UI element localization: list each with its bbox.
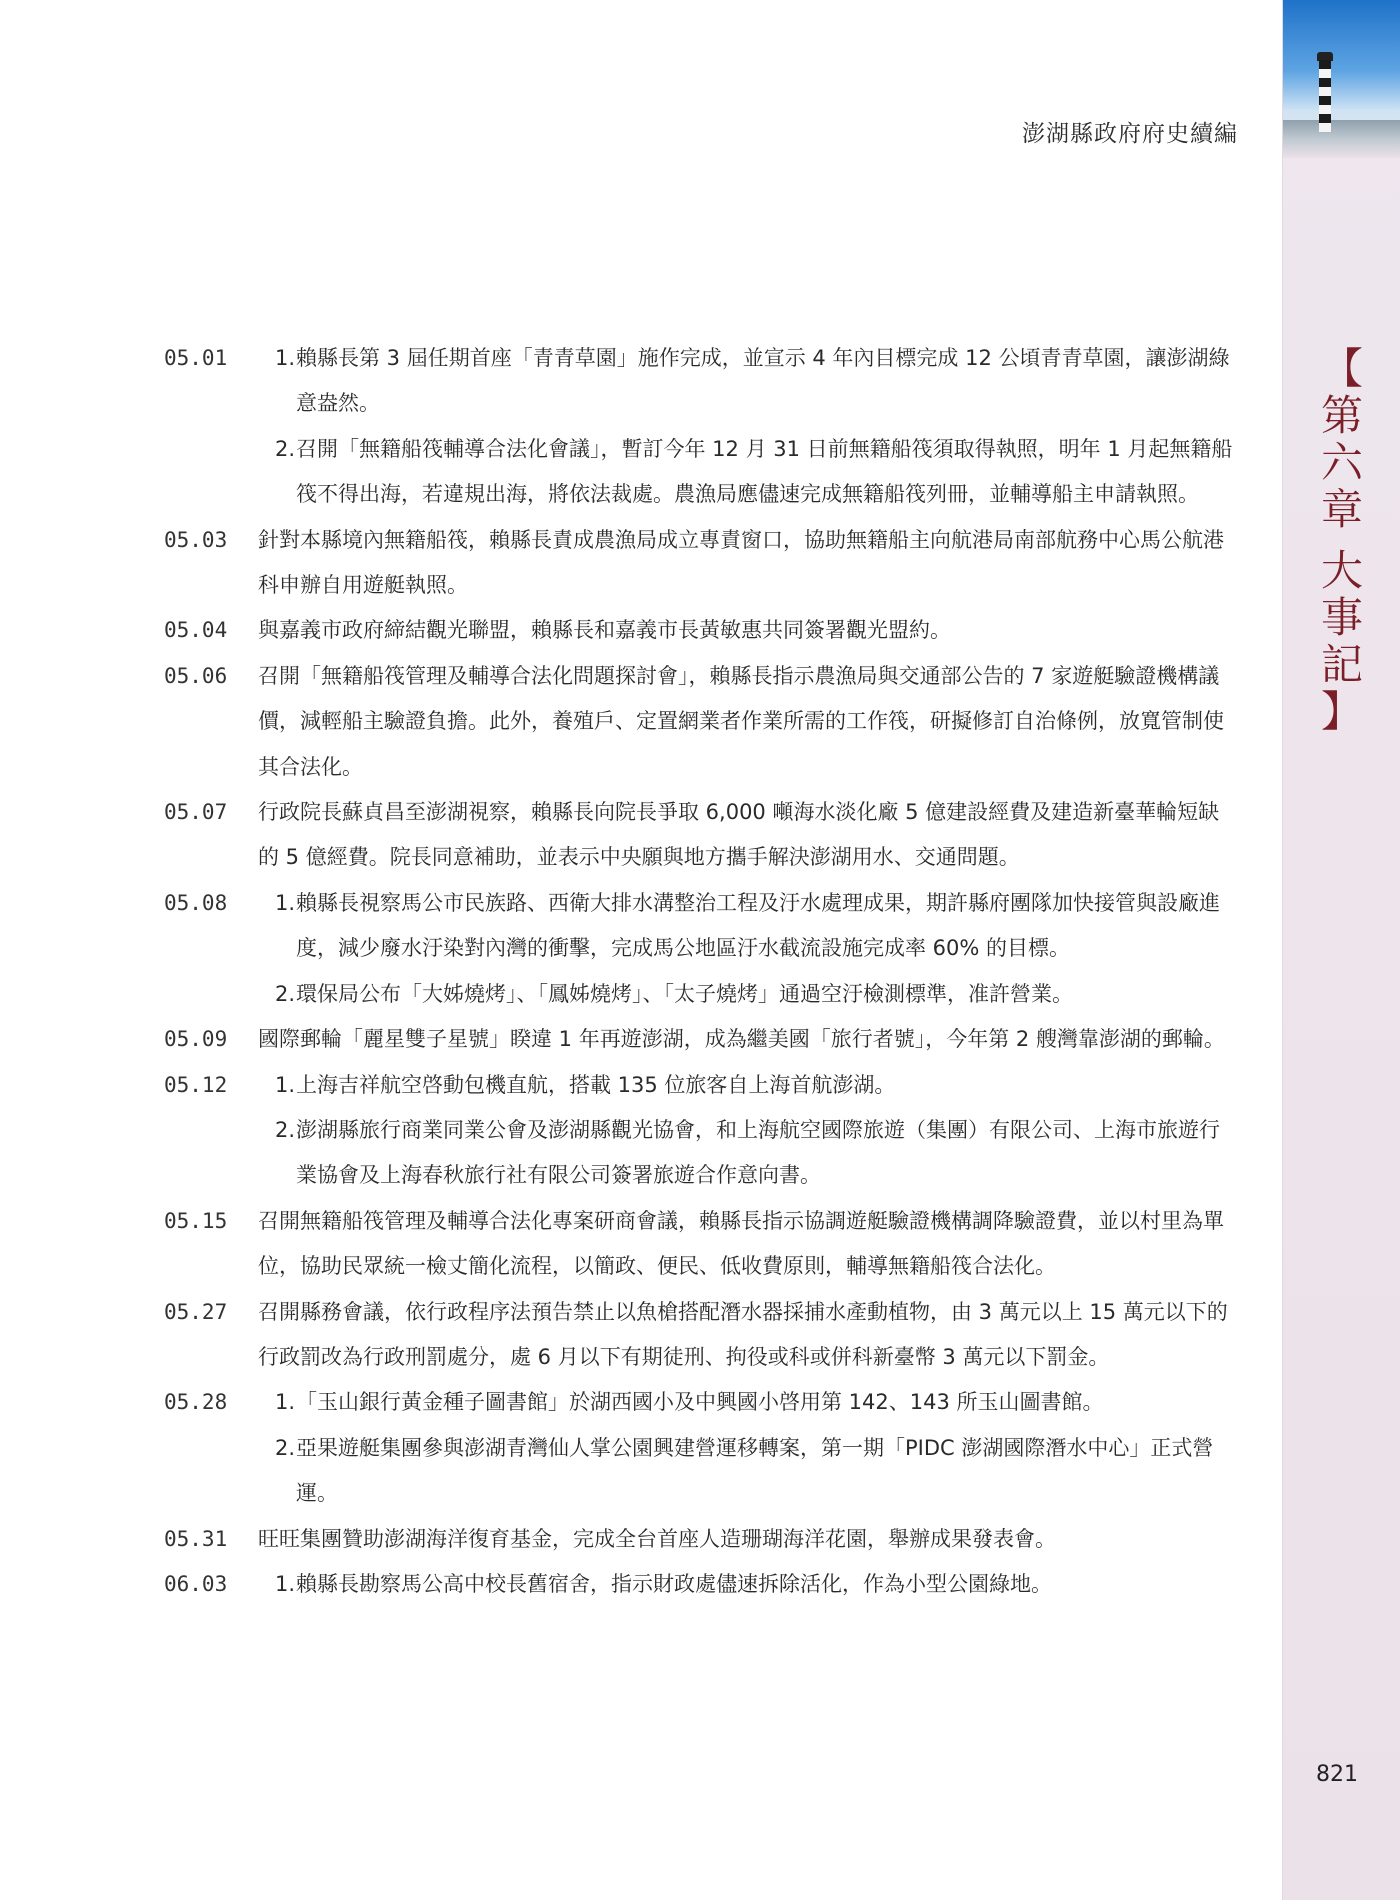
entry-date: 05.12 bbox=[164, 1072, 228, 1097]
entry-text: 召開「無籍船筏管理及輔導合法化問題探討會」，賴縣長指示農漁局與交通部公告的 7 家遊艇驗證機構議價，減輕船主驗證負擔。此外，養殖戶、定置網業者作業所需的工作筏，研擬修訂自治條例，放寬管制使其合法化。 bbox=[258, 663, 1224, 779]
item-number: 1. bbox=[274, 890, 295, 915]
chronology-entry bbox=[164, 1017, 1239, 1062]
item-text: 賴縣長視察馬公市民族路、西衛大排水溝整治工程及汙水處理成果，期許縣府團隊加快接管與設廠進度，減少廢水汙染對內灣的衝擊，完成馬公地區汙水截流設施完成率 60% 的目標。 bbox=[296, 890, 1220, 961]
entry-date: 06.03 bbox=[164, 1571, 228, 1596]
entry-date: 05.15 bbox=[164, 1208, 228, 1233]
item-number: 1. bbox=[274, 1571, 295, 1596]
entry-body bbox=[258, 608, 1239, 653]
chronology-entry bbox=[164, 608, 1239, 653]
entry-text: 旺旺集團贊助澎湖海洋復育基金，完成全台首座人造珊瑚海洋花園，舉辦成果發表會。 bbox=[258, 1526, 1056, 1551]
chapter-bracket-open: 【 bbox=[1320, 344, 1363, 393]
chronology-entry bbox=[164, 881, 1239, 1017]
entry-item bbox=[258, 427, 1239, 518]
chapter-label bbox=[1302, 345, 1382, 735]
entry-body bbox=[258, 1290, 1239, 1381]
item-number: 1. bbox=[274, 1072, 295, 1097]
entry-text: 召開縣務會議，依行政程序法預告禁止以魚槍搭配潛水器採捕水產動植物，由 3 萬元以上 15 萬元以下的行政罰改為行政刑罰處分，處 6 月以下有期徒刑、拘役或科或併科新臺幣 3 萬元以下罰金。 bbox=[258, 1299, 1228, 1369]
entry-date: 05.04 bbox=[164, 618, 228, 643]
entry-item bbox=[258, 881, 1239, 972]
island-shape bbox=[1283, 120, 1400, 142]
page-number: 821 bbox=[1316, 1762, 1358, 1787]
entry-date: 05.03 bbox=[164, 527, 228, 552]
item-text: 上海吉祥航空啓動包機直航，搭載 135 位旅客自上海首航澎湖。 bbox=[296, 1072, 896, 1097]
lighthouse-icon bbox=[1319, 60, 1331, 132]
entry-body bbox=[258, 336, 1239, 518]
entry-date: 05.01 bbox=[164, 346, 228, 370]
entry-date: 05.09 bbox=[164, 1027, 228, 1052]
entry-date: 05.07 bbox=[164, 800, 228, 825]
entry-body bbox=[258, 1017, 1239, 1062]
entry-date: 05.28 bbox=[164, 1390, 228, 1415]
book-title: 澎湖縣政府府史續編 bbox=[1022, 121, 1238, 147]
chronology-entry bbox=[164, 336, 1239, 518]
entry-item bbox=[258, 336, 1239, 427]
chronology-entry bbox=[164, 1199, 1239, 1290]
chapter-side-band bbox=[1282, 0, 1400, 1900]
chapter-char: 六 bbox=[1320, 438, 1363, 487]
chapter-bracket-close: 】 bbox=[1320, 687, 1363, 736]
chapter-char: 記 bbox=[1320, 640, 1363, 689]
entry-date: 05.31 bbox=[164, 1526, 228, 1551]
chronology-entry bbox=[164, 1517, 1239, 1562]
item-text: 環保局公布「大姊燒烤」、「鳳姊燒烤」、「太子燒烤」通過空汙檢測標準，准許營業。 bbox=[296, 981, 1073, 1006]
entry-text: 召開無籍船筏管理及輔導合法化專案研商會議，賴縣長指示協調遊艇驗證機構調降驗證費，並以村里為單位，協助民眾統一檢丈簡化流程，以簡政、便民、低收費原則，輔導無籍船筏合法化。 bbox=[258, 1208, 1224, 1279]
chronology-list bbox=[164, 336, 1239, 1607]
lighthouse-photo bbox=[1283, 0, 1400, 158]
entry-body bbox=[258, 1380, 1239, 1516]
entry-item bbox=[258, 1108, 1239, 1199]
chronology-entry bbox=[164, 654, 1239, 790]
item-text: 召開「無籍船筏輔導合法化會議」，暫訂今年 12 月 31 日前無籍船筏須取得執照，明年 1 月起無籍船筏不得出海，若違規出海，將依法裁處。農漁局應儘速完成無籍船筏列冊，並輔導船主申請執照。 bbox=[296, 436, 1233, 507]
entry-item bbox=[258, 1426, 1239, 1517]
entry-body bbox=[258, 881, 1239, 1017]
entry-text: 國際郵輪「麗星雙子星號」睽違 1 年再遊澎湖，成為繼美國「旅行者號」，今年第 2 艘灣靠澎湖的郵輪。 bbox=[258, 1027, 1225, 1052]
entry-body bbox=[258, 654, 1239, 790]
item-number: 2. bbox=[274, 981, 295, 1006]
item-text: 「玉山銀行黃金種子圖書館」於湖西國小及中興國小啓用第 142、143 所玉山圖書館。 bbox=[296, 1390, 1104, 1415]
chapter-char: 章 bbox=[1320, 485, 1363, 534]
chronology-entry bbox=[164, 1380, 1239, 1516]
item-text: 亞果遊艇集團參與澎湖青灣仙人掌公園興建營運移轉案，第一期「PIDC 澎湖國際潛水中心」正式營運。 bbox=[296, 1435, 1214, 1506]
chronology-entry bbox=[164, 518, 1239, 609]
entry-date: 05.08 bbox=[164, 890, 228, 915]
entry-body bbox=[258, 790, 1239, 881]
chronology-entry bbox=[164, 1562, 1239, 1607]
item-text: 賴縣長第 3 屆任期首座「青青草園」施作完成，並宣示 4 年內目標完成 12 公頃青青草園，讓澎湖綠意盎然。 bbox=[296, 346, 1230, 416]
chapter-char: 大 bbox=[1320, 546, 1363, 595]
chapter-char: 第 bbox=[1320, 391, 1363, 440]
entry-date: 05.06 bbox=[164, 663, 228, 688]
entry-body bbox=[258, 1517, 1239, 1562]
chapter-char: 事 bbox=[1320, 593, 1363, 642]
entry-body bbox=[258, 518, 1239, 609]
item-number: 2. bbox=[274, 436, 295, 461]
entry-date: 05.27 bbox=[164, 1299, 228, 1324]
item-number: 2. bbox=[274, 1435, 295, 1460]
entry-item bbox=[258, 1063, 1239, 1108]
entry-item bbox=[258, 972, 1239, 1017]
chronology-entry bbox=[164, 1063, 1239, 1199]
entry-text: 與嘉義市政府締結觀光聯盟，賴縣長和嘉義市長黃敏惠共同簽署觀光盟約。 bbox=[258, 618, 951, 643]
item-number: 1. bbox=[274, 1390, 295, 1415]
entry-text: 行政院長蘇貞昌至澎湖視察，賴縣長向院長爭取 6,000 噸海水淡化廠 5 億建設經費及建造新臺華輪短缺的 5 億經費。院長同意補助，並表示中央願與地方攜手解決澎湖用水、交通問題。 bbox=[258, 800, 1220, 870]
item-text: 賴縣長勘察馬公高中校長舊宿舍，指示財政處儘速拆除活化，作為小型公園綠地。 bbox=[296, 1571, 1052, 1596]
entry-item bbox=[258, 1380, 1239, 1425]
entry-body bbox=[258, 1562, 1239, 1607]
entry-body bbox=[258, 1199, 1239, 1290]
chronology-entry bbox=[164, 790, 1239, 881]
item-number: 1. bbox=[274, 346, 295, 370]
chronology-entry bbox=[164, 1290, 1239, 1381]
entry-item bbox=[258, 1562, 1239, 1607]
item-number: 2. bbox=[274, 1117, 295, 1142]
entry-body bbox=[258, 1063, 1239, 1199]
entry-text: 針對本縣境內無籍船筏，賴縣長責成農漁局成立專責窗口，協助無籍船主向航港局南部航務中心馬公航港科申辦自用遊艇執照。 bbox=[258, 527, 1224, 598]
item-text: 澎湖縣旅行商業同業公會及澎湖縣觀光協會，和上海航空國際旅遊（集團）有限公司、上海市旅遊行業協會及上海春秋旅行社有限公司簽署旅遊合作意向書。 bbox=[296, 1117, 1220, 1188]
